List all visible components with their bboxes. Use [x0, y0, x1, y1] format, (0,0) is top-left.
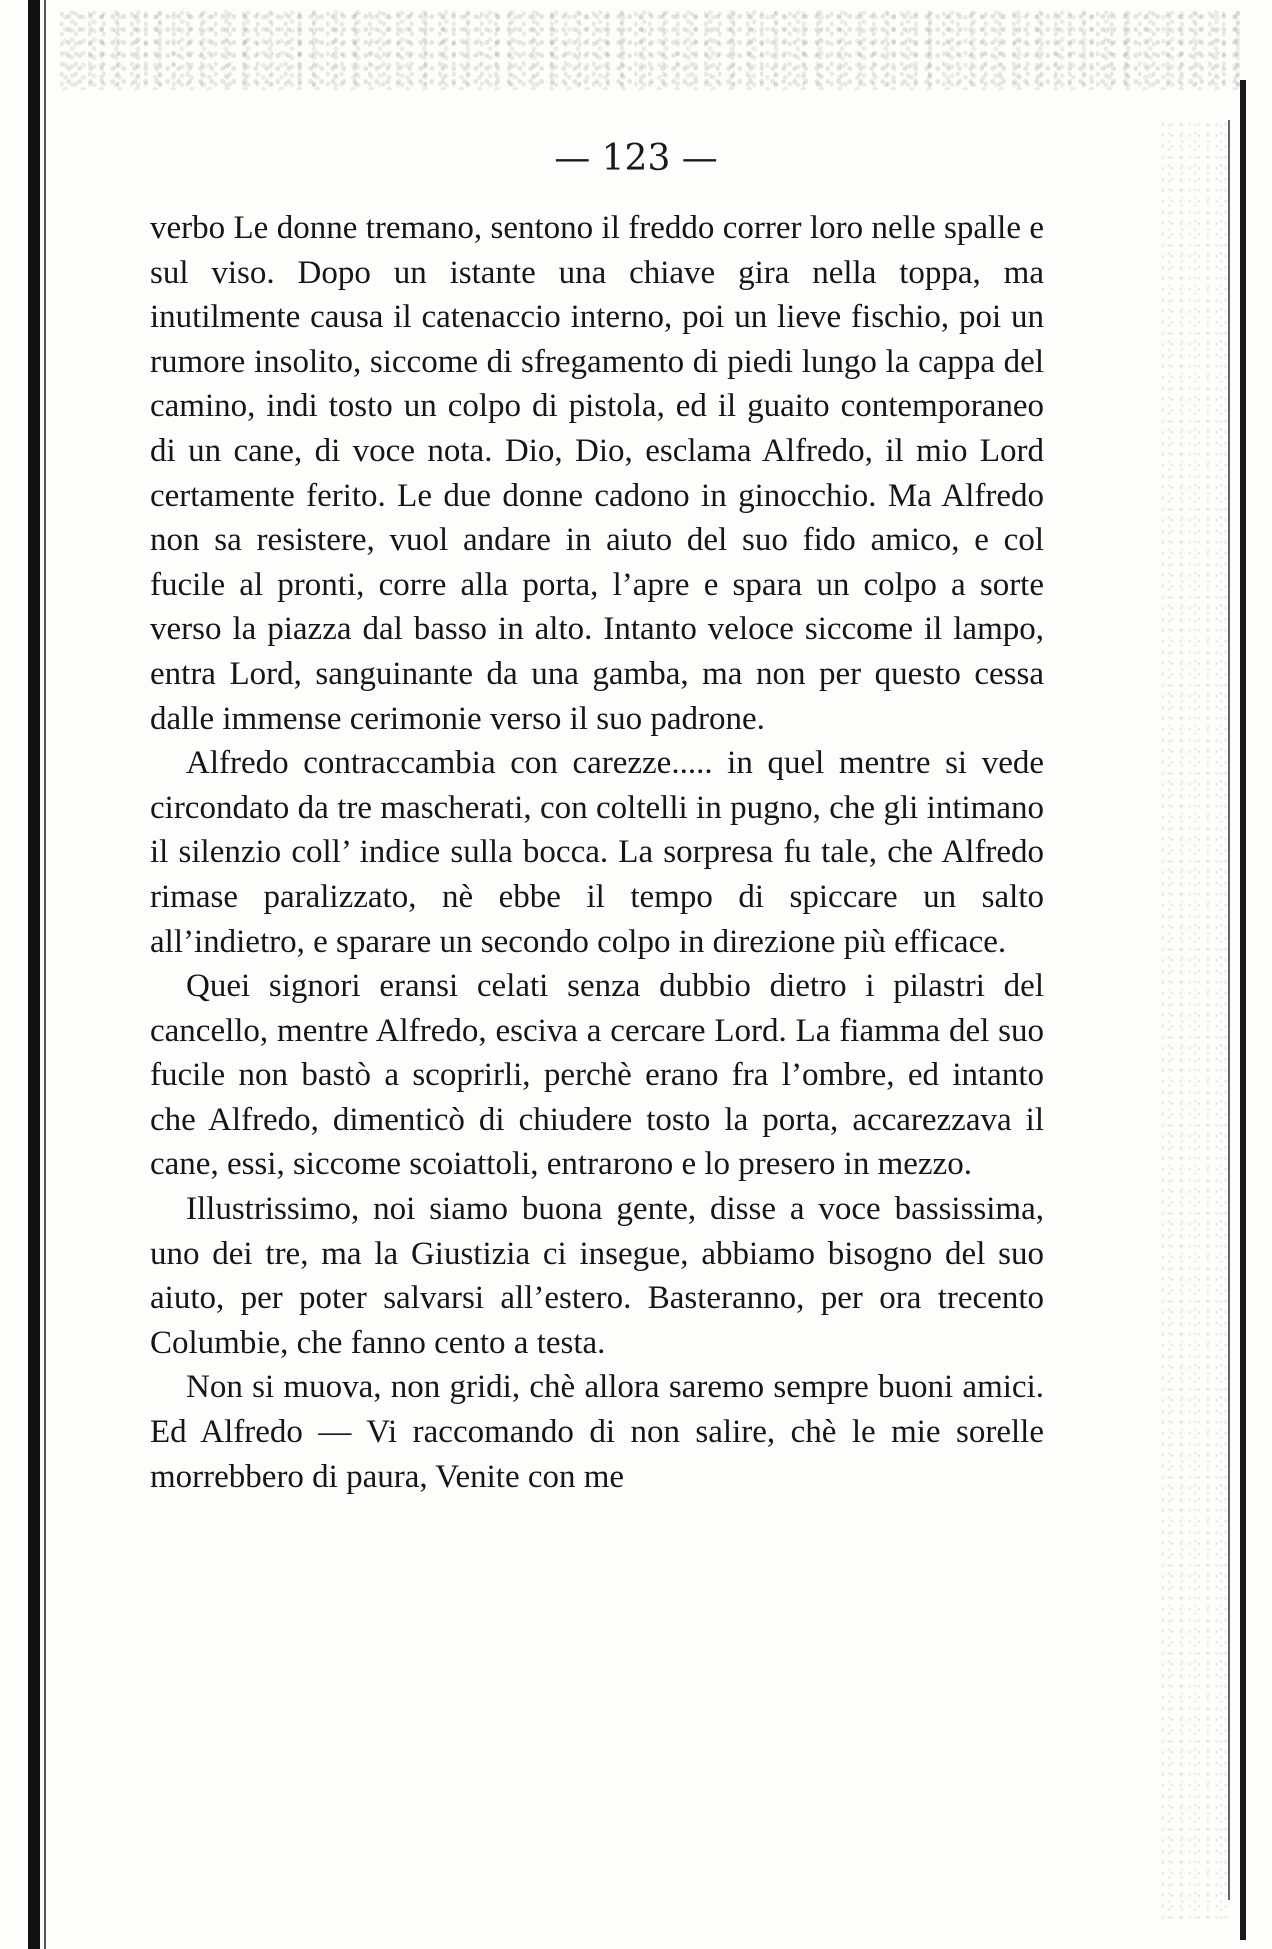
- binding-edge-left-thin: [44, 0, 46, 1949]
- paragraph-3: Quei signori eransi celati senza dubbio dietro i pilastri del cancello, mentre Alfredo, esciva a cercare Lord. La fiamma del suo fucile non bastò a scoprirli, perchè erano fra l’ombre, ed intanto che Alfredo, dimenticò di chiudere tosto la porta, accarezzava il cane, essi, siccome scoiattoli, entrarono e lo presero in mezzo.: [150, 968, 1044, 1183]
- paragraph-1: verbo Le donne tremano, sentono il freddo correr loro nelle spalle e sul viso. Dopo un istante una chiave gira nella toppa, ma inutilmente causa il catenaccio interno, poi un lieve fischio, poi un rumore insolito, siccome di sfregamento di piedi lungo la cappa del camino, indi tosto un colpo di pistola, ed il guaito contemporaneo di un cane, di voce nota. Dio, Dio, esclama Alfredo, il mio Lord certamente ferito. Le due donne cadono in ginocchio. Ma Alfredo non sa resistere, vuol andare in aiuto del suo fido amico, e col fucile al pronti, corre alla porta, l’apre e spara un colpo a sorte verso la piazza dal basso in alto. Intanto veloce siccome il lampo, entra Lord, sanguinante da una gamba, ma non per questo cessa dalle immense cerimonie verso il suo padrone.: [150, 210, 1044, 737]
- binding-edge-left: [28, 0, 40, 1949]
- page-edge-right: [1240, 80, 1246, 1940]
- page-number: — 123 —: [554, 138, 718, 179]
- scan-noise-right: [1160, 120, 1230, 1920]
- scan-noise-top: [60, 10, 1240, 90]
- body-text: [150, 206, 1044, 1499]
- paragraph-5: Non si muova, non gridi, chè allora saremo sempre buoni amici. Ed Alfredo — Vi raccomando di non salire, chè le mie sorelle morrebbero di paura, Venite con me: [150, 1369, 1044, 1495]
- page-edge-right-thin: [1228, 120, 1230, 1900]
- paragraph-2: Alfredo contraccambia con carezze..... in quel mentre si vede circondato da tre mascherati, con coltelli in pugno, che gli intimano il silenzio coll’ indice sulla bocca. La sorpresa fu tale, che Alfredo rimase paralizzato, nè ebbe il tempo di spiccare un salto all’indietro, e sparare un secondo colpo in direzione più efficace.: [150, 745, 1044, 960]
- paragraph-4: Illustrissimo, noi siamo buona gente, disse a voce bassissima, uno dei tre, ma la Giustizia ci insegue, abbiamo bisogno del suo aiuto, per poter salvarsi all’estero. Basteranno, per ora trecento Columbie, che fanno cento a testa.: [150, 1191, 1044, 1361]
